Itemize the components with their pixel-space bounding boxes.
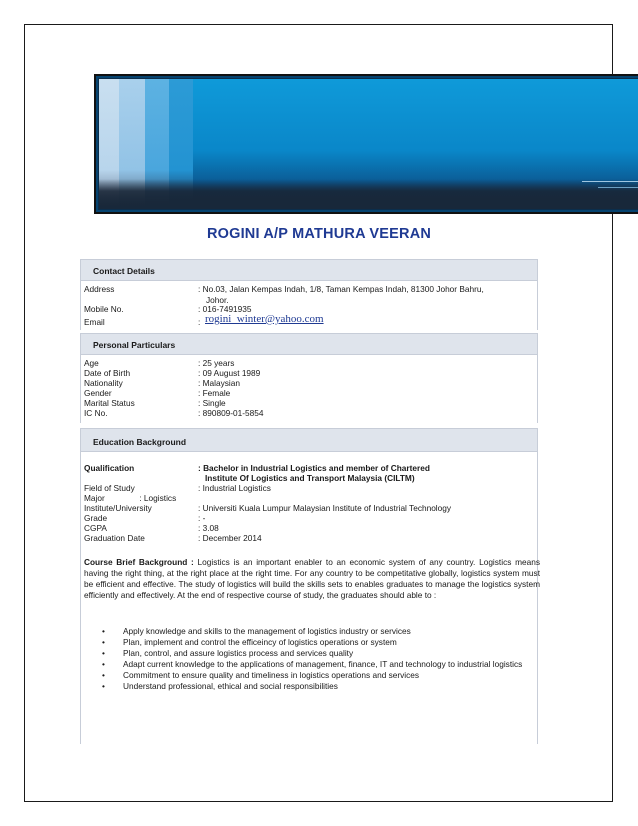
qualification-value-line2: Institute Of Logistics and Transport Malaysia (CILTM): [205, 473, 415, 483]
banner-shadow: [99, 179, 638, 209]
list-item-text: Plan, control, and assure logistics process and services quality: [123, 648, 354, 658]
address-label: Address: [84, 284, 115, 294]
bullet-icon: •: [102, 681, 105, 691]
outcome-list: [90, 626, 540, 692]
course-brief-title: Course Brief Background :: [84, 557, 194, 567]
bullet-icon: •: [102, 626, 105, 636]
personal-value: : 890809-01-5854: [198, 408, 264, 418]
course-brief-text: Logistics is an important enabler to an economic system of any country. Logistics means having the right thing, at the right place at the right time. For any country to be competitative globally, logistics system must be efficient and effective. The study of logistics will build the skills sets to enables graduates to manage the logistics system efficiently and effectively. At the end of respective course of study, the graduates should able to :: [84, 557, 540, 600]
field-value: : Industrial Logistics: [198, 483, 271, 493]
section-header-education: Education Background: [80, 428, 538, 452]
banner-accent-line: [582, 181, 638, 182]
grade-label: Grade: [84, 513, 108, 523]
header-banner: [94, 74, 638, 214]
email-label: Email: [84, 317, 105, 327]
field-label: Field of Study: [84, 483, 135, 493]
email-prefix: :: [198, 317, 201, 327]
cgpa-label: CGPA: [84, 523, 107, 533]
personal-label: Date of Birth: [84, 368, 131, 378]
email-link[interactable]: rogini_winter@yahoo.com: [205, 313, 324, 325]
list-item-text: Commitment to ensure quality and timeliness in logistics operations and services: [123, 670, 420, 680]
personal-value: : Female: [198, 388, 231, 398]
graduation-value: : December 2014: [198, 533, 262, 543]
bullet-icon: •: [102, 637, 105, 647]
mobile-label: Mobile No.: [84, 304, 124, 314]
bullet-icon: •: [102, 659, 105, 669]
mobile-value: : 016-7491935: [198, 304, 252, 314]
section-header-personal: Personal Particulars: [80, 333, 538, 355]
list-item: [90, 670, 540, 681]
personal-value: : Malaysian: [198, 378, 240, 388]
list-item: [90, 626, 540, 637]
graduation-label: Graduation Date: [84, 533, 145, 543]
list-item-text: Apply knowledge and skills to the management of logistics industry or services: [123, 626, 411, 636]
personal-label: Age: [84, 358, 99, 368]
list-item: [90, 637, 540, 648]
list-item: [90, 648, 540, 659]
list-item: [90, 681, 540, 692]
bullet-icon: •: [102, 648, 105, 658]
personal-label: Marital Status: [84, 398, 135, 408]
course-brief-paragraph: [84, 557, 540, 601]
institute-label: Institute/University: [84, 503, 152, 513]
cgpa-value: : 3.08: [198, 523, 219, 533]
section-header-contact: Contact Details: [80, 259, 538, 281]
major-text: Major : Logistics: [84, 493, 177, 503]
personal-label: Nationality: [84, 378, 123, 388]
personal-value: : Single: [198, 398, 226, 408]
list-item-text: Adapt current knowledge to the applications of management, finance, IT and technology to industrial logistics: [123, 659, 523, 669]
institute-value: : Universiti Kuala Lumpur Malaysian Institute of Industrial Technology: [198, 503, 452, 513]
qualification-label: Qualification: [84, 463, 135, 473]
grade-value: : -: [198, 513, 206, 523]
banner-accent-line: [598, 187, 638, 188]
qualification-value: : Bachelor in Industrial Logistics and member of Chartered: [198, 463, 430, 473]
address-value-line2: Johor.: [206, 295, 229, 305]
list-item: [90, 659, 540, 670]
candidate-name: ROGINI A/P MATHURA VEERAN: [206, 226, 432, 242]
personal-value: : 25 years: [198, 358, 235, 368]
personal-label: Gender: [84, 388, 112, 398]
personal-value: : 09 August 1989: [198, 368, 261, 378]
address-value: : No.03, Jalan Kempas Indah, 1/8, Taman Kempas Indah, 81300 Johor Bahru,: [198, 284, 484, 294]
bullet-icon: •: [102, 670, 105, 680]
banner-graphic: [98, 78, 638, 210]
list-item-text: Understand professional, ethical and social responsibilities: [123, 681, 338, 691]
personal-label: IC No.: [84, 408, 108, 418]
list-item-text: Plan, implement and control the efficeincy of logistics operations or system: [123, 637, 397, 647]
section-body-personal: [80, 355, 538, 423]
